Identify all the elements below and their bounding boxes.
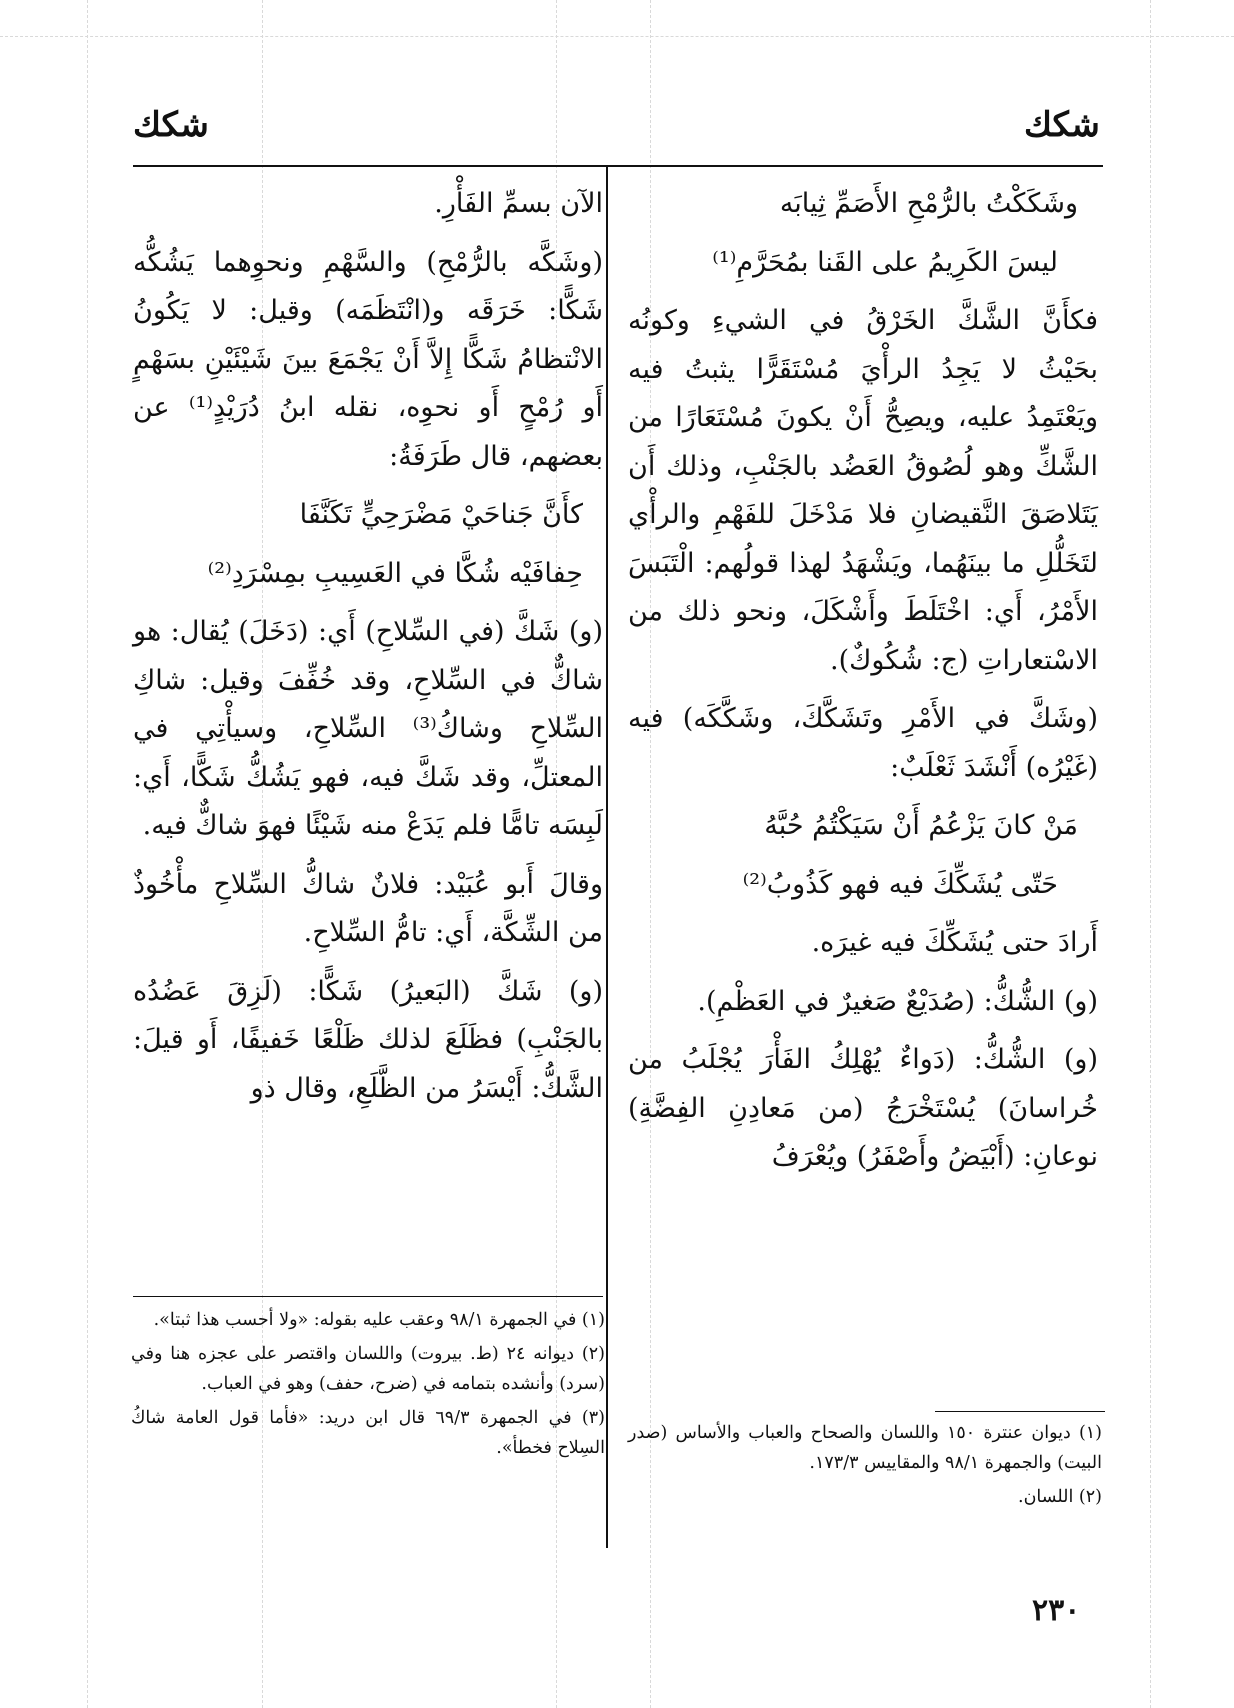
left-column <box>133 180 603 1123</box>
paragraph: الآن بسمِّ الفَأْرِ. <box>434 188 603 219</box>
scan-guide-line <box>1150 0 1151 1708</box>
scan-guide-line <box>87 0 88 1708</box>
footnote: (٢) ديوانه ٢٤ (ط. بيروت) واللسان واقتصر على عجزه هنا وفي (سرد) وأنشده بتمامه في (ضرح، حفف) وهو في العباب. <box>131 1344 605 1394</box>
column-divider <box>606 166 608 1548</box>
footnote: (٣) في الجمهرة ٦٩/٣ قال ابن دريد: «فأما قول العامة شاكُ السِلاح فخطأ». <box>131 1408 605 1458</box>
footnote: (٢) اللسان. <box>1018 1487 1102 1507</box>
verse-line: حَتّى يُشَكِّكَ فيه فهو كَذُوبُ⁽²⁾ <box>742 868 1058 900</box>
verse-line: حِفافَيْه شُكَّا في العَسِيبِ بمِسْرَدِ⁽²⁾ <box>207 557 583 589</box>
verse-line: ليسَ الكَرِيمُ على القَنا بمُحَرَّمِ⁽¹⁾ <box>712 246 1058 278</box>
left-footnotes <box>131 1305 605 1467</box>
paragraph: أَرادَ حتى يُشَكِّكَ فيه غيرَه. <box>811 927 1098 958</box>
header-right-word: شكك <box>1024 105 1100 145</box>
paragraph: (و) شَكَّ (البَعيرُ) شَكًّا: (لَزِقَ عَضُدُه بالجَنْبِ) فظَلَعَ لذلك ظَلْعًا خَفيفًا، أَو قيلَ: الشَّكُّ: أَيْسَرُ من الظَّلَعِ، وقال ذو <box>133 975 603 1104</box>
verse-line: مَنْ كانَ يَزْعُمُ أَنْ سَيَكْتُمُ حُبَّهُ <box>764 810 1078 841</box>
footnote: (١) في الجمهرة ٩٨/١ وعقب عليه بقوله: «ولا أحسب هذا ثبتا». <box>153 1310 605 1330</box>
scan-guide-line <box>0 36 1234 37</box>
paragraph: (وشَكَّه بالرُّمْحِ) والسَّهْمِ ونحوِهما يَشُكُّه شَكًّا: خَرَقَه و(انْتَظَمَه) وقيل: لا يَكُونُ الانْتظامُ شَكًّا إِلاَّ أَنْ يَجْمَعَ بينَ شَيْئَيْنِ بسَهْمٍ أَو رُمْحٍ أَو نحوِه، نقله ابنُ دُرَيْدٍ⁽¹⁾ عن بعضهم، قال طَرَفَةُ: <box>133 246 603 472</box>
paragraph: وقالَ أَبو عُبَيْد: فلانٌ شاكُّ السِّلاحِ مأْخُوذٌ من الشِّكَّة، أَي: تامُّ السِّلاحِ. <box>133 868 603 948</box>
footnote-rule <box>935 1411 1105 1412</box>
paragraph: (و) الشُّكُّ: (صُدَيْعٌ صَغيرٌ في العَظْمِ). <box>697 985 1098 1017</box>
footnote-rule <box>133 1296 603 1297</box>
footnote: (١) ديوان عنترة ١٥٠ واللسان والصحاح والعباب والأساس (صدر البيت) والجمهرة ٩٨/١ والمقاييس ١٧٣/٣. <box>628 1423 1102 1473</box>
paragraph: فكأَنَّ الشَّكَّ الخَرْقُ في الشيءِ وكونُه بحَيْثُ لا يَجِدُ الرأْيَ مُسْتَقَرًّا يثبتُ فيه ويَعْتَمِدُ عليه، ويصِحُّ أَنْ يكونَ مُسْتَعَارًا من الشَّكِّ وهو لُصُوقُ العَضُد بالجَنْبِ، وذلك أَن يَتَلاصَقَ النَّقيضانِ فلا مَدْخَلَ للفَهْمِ والرأْي لتَخَلُّلِ ما بينَهُما، ويَشْهَدُ لهذا قولُهم: الْتَبَسَ الأَمْرُ، أَي: اخْتَلَطَ وأَشْكَلَ، ونحو ذلك من الاسْتعاراتِ (ج: شُكُوكٌ). <box>628 305 1098 676</box>
header-rule <box>133 165 1103 167</box>
paragraph: (و) الشُّكُّ: (دَواءٌ يُهْلِكُ الفَأْرَ يُجْلَبُ من خُراسانَ) يُسْتَخْرَجُ (من مَعادِنِ الفِضَّةِ) نوعانِ: (أَبْيَضُ وأَصْفَرُ) ويُعْرَفُ <box>628 1044 1098 1172</box>
header-left-word: شكك <box>133 105 209 145</box>
paragraph: (وشَكَّ في الأَمْرِ وتَشَكَّكَ، وشَكَّكَه) فيه (غَيْرُه) أَنْشَدَ ثَعْلَبٌ: <box>628 703 1098 783</box>
paragraph: (و) شَكَّ (في السِّلاحِ) أَي: (دَخَلَ) يُقال: هو شاكٌّ في السِّلاحِ، وقد خُفِّفَ وقيل: شاكِ السِّلاحِ وشاكُ⁽³⁾ السِّلاحِ، وسيأْتِي في المعتلِّ، وقد شَكَّ فيه، فهو يَشُكُّ شَكًّا، أَي: لَبِسَه تامًّا فلم يَدَعْ منه شَيْئًا فهوَ شاكٌّ فيه. <box>133 616 603 841</box>
verse-line: كأَنَّ جَناحَيْ مَضْرَحِيٍّ تَكَنَّفَا <box>299 499 583 530</box>
page-number: ٢٣٠ <box>1032 1593 1081 1628</box>
right-footnotes <box>628 1418 1102 1516</box>
verse-line: وشَكَكْتُ بالرُّمْحِ الأَصَمِّ ثِيابَه <box>779 188 1078 219</box>
right-column <box>628 180 1098 1192</box>
